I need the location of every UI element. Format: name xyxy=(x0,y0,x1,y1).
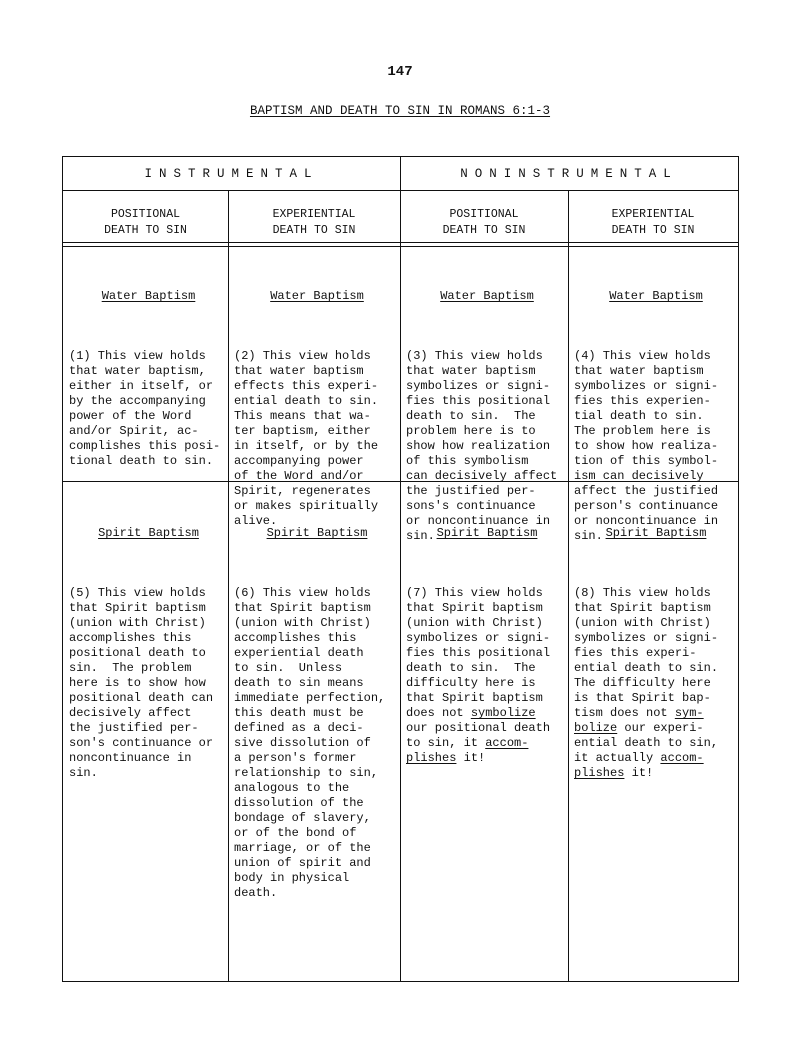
cell-heading: Spirit Baptism xyxy=(605,526,707,540)
column-header-line: POSITIONAL xyxy=(449,208,519,221)
document-title: BAPTISM AND DEATH TO SIN IN ROMANS 6:1-3 xyxy=(249,104,551,118)
column-header-line: DEATH TO SIN xyxy=(104,224,187,237)
column-header-line: EXPERIENTIAL xyxy=(272,208,356,221)
column-header-2 xyxy=(228,203,400,243)
column-header-line: DEATH TO SIN xyxy=(442,224,526,237)
column-header-4 xyxy=(568,203,738,243)
cell-text: (1) This view holds that water baptism, either in itself, or by the accompanying power of the Word and/or Spirit, ac- complishes this posi- tional death to sin. xyxy=(69,349,221,468)
group-instrumental: INSTRUMENTAL xyxy=(144,166,319,181)
cell-text: (5) This view holds that Spirit baptism (union with Christ) accomplishes this positional death to sin. The problem here is to show how positional death can decisively affect the justified per- son's continuance or noncontinuance in sin. xyxy=(69,586,214,780)
spirit-baptism-cell-7 xyxy=(400,496,568,796)
cell-heading: Water Baptism xyxy=(440,289,534,303)
cell-heading: Spirit Baptism xyxy=(98,526,199,540)
page-number: 147 xyxy=(387,64,413,80)
spirit-baptism-cell-8 xyxy=(568,496,738,811)
column-header-line: POSITIONAL xyxy=(110,208,180,221)
spirit-baptism-cell-6 xyxy=(228,496,400,931)
cell-text: (3) This view holds that water baptism symbolizes or signi- fies this positional death to sin. The problem here is to show how realization of this symbolism can decisively affect the justified per- sons's continuance or noncontinuance in sin. xyxy=(406,349,558,543)
spirit-baptism-cell-5 xyxy=(63,496,228,811)
cell-heading: Water Baptism xyxy=(609,289,703,303)
column-header-3 xyxy=(400,203,568,243)
cell-text: (2) This view holds that water baptism effects this experi- ential death to sin. This means that wa- ter baptism, either in itself, or by the accompanying power of the Word and/or Spirit, regenerates or makes spiritually alive. xyxy=(234,349,379,528)
cell-heading: Spirit Baptism xyxy=(436,526,538,540)
cell-text: (8) This view holds that Spirit baptism (union with Christ) symbolizes or signi- fies this experi- ential death to sin. The difficulty here is that Spirit bap- tism does not sym- bolize our experi- ential death to sin, it actually accom- plishes it! xyxy=(574,586,719,780)
cell-heading: Spirit Baptism xyxy=(266,526,368,540)
column-header-line: DEATH TO SIN xyxy=(272,224,356,237)
water-baptism-cell-1 xyxy=(63,259,228,499)
cell-text: (6) This view holds that Spirit baptism (union with Christ) accomplishes this experiential death to sin. Unless death to sin means immediate perfection, this death must be defined as a deci- sive dissolution of a person's former relationship to sin, analogous to the dissolution of the bondage of slavery, or of the bond of marriage, or of the union of spirit and body in physical death. xyxy=(234,586,386,900)
column-header-1 xyxy=(63,203,228,243)
column-header-line: DEATH TO SIN xyxy=(611,224,695,237)
cell-heading: Water Baptism xyxy=(101,289,196,303)
column-header-line: EXPERIENTIAL xyxy=(611,208,695,221)
cell-text: (4) This view holds that water baptism symbolizes or signi- fies this experien- tial death to sin. The problem here is to show how realiza- tion of this symbol- ism can decisively affect the justified person's continuance or noncontinuance in sin. xyxy=(574,349,719,543)
group-noninstrumental: NONINSTRUMENTAL xyxy=(460,166,678,181)
comparison-table xyxy=(62,156,739,982)
cell-text: (7) This view holds that Spirit baptism (union with Christ) symbolizes or signi- fies this positional death to sin. The difficulty here is that Spirit baptism does not symbolize our positional death to sin, it accom- plishes it! xyxy=(406,586,551,765)
cell-heading: Water Baptism xyxy=(270,289,364,303)
